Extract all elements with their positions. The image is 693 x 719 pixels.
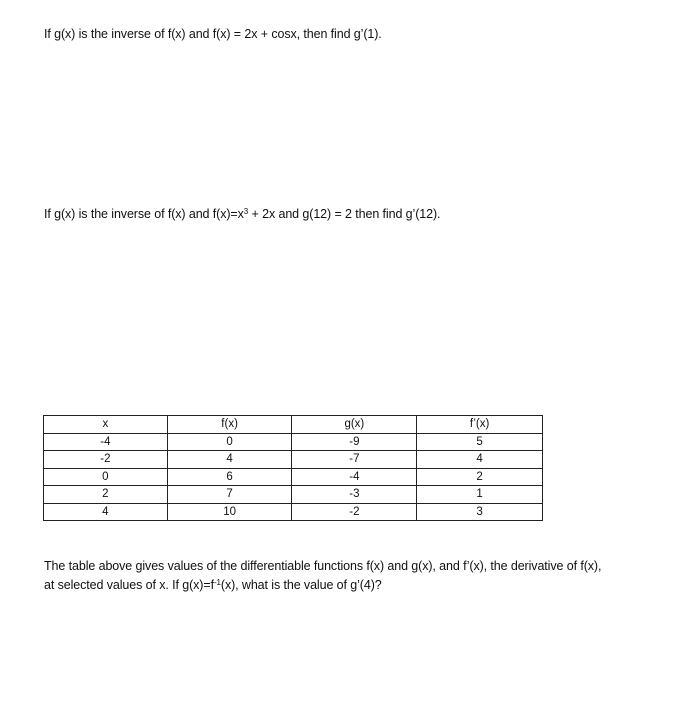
cell-fprime: 3 — [417, 503, 543, 521]
cell-fx: 7 — [167, 486, 292, 504]
values-table — [43, 415, 543, 521]
question-2-text-after: + 2x and g(12) = 2 then find g’(12). — [248, 207, 441, 221]
table-row — [44, 433, 543, 451]
header-fx: f(x) — [167, 416, 292, 434]
question-1-text: If g(x) is the inverse of f(x) and f(x) = 2x + cosx, then find g’(1). — [44, 27, 382, 41]
cell-fprime: 5 — [417, 433, 543, 451]
cell-x: -2 — [44, 451, 168, 469]
question-3-line-2-after: (x), what is the value of g’(4)? — [220, 578, 382, 592]
question-3-line-2 — [44, 578, 382, 592]
cell-x: 0 — [44, 468, 168, 486]
question-3-exponent: -1 — [213, 578, 221, 587]
table-row — [44, 486, 543, 504]
cell-x: -4 — [44, 433, 168, 451]
cell-fx: 6 — [167, 468, 292, 486]
cell-x: 4 — [44, 503, 168, 521]
cell-fx: 4 — [167, 451, 292, 469]
cell-fx: 0 — [167, 433, 292, 451]
cell-gx: -3 — [292, 486, 417, 504]
question-3-line-1: The table above gives values of the differentiable functions f(x) and g(x), and f’(x), the derivative of f(x), — [44, 559, 602, 573]
cell-fx: 10 — [167, 503, 292, 521]
question-3-line-2-before: at selected values of x. If g(x)=f — [44, 578, 214, 592]
table-row — [44, 468, 543, 486]
table-row — [44, 451, 543, 469]
cell-gx: -4 — [292, 468, 417, 486]
table-row — [44, 503, 543, 521]
cell-fprime: 2 — [417, 468, 543, 486]
header-x: x — [44, 416, 168, 434]
cell-fprime: 4 — [417, 451, 543, 469]
cell-gx: -2 — [292, 503, 417, 521]
question-2-exponent: 3 — [243, 207, 249, 216]
cell-x: 2 — [44, 486, 168, 504]
cell-gx: -9 — [292, 433, 417, 451]
question-2-text — [44, 207, 440, 221]
header-gx: g(x) — [292, 416, 417, 434]
question-2-text-before: If g(x) is the inverse of f(x) and f(x)=x — [44, 207, 244, 221]
header-fprime: f’(x) — [417, 416, 543, 434]
cell-gx: -7 — [292, 451, 417, 469]
cell-fprime: 1 — [417, 486, 543, 504]
table-header-row — [44, 416, 543, 434]
